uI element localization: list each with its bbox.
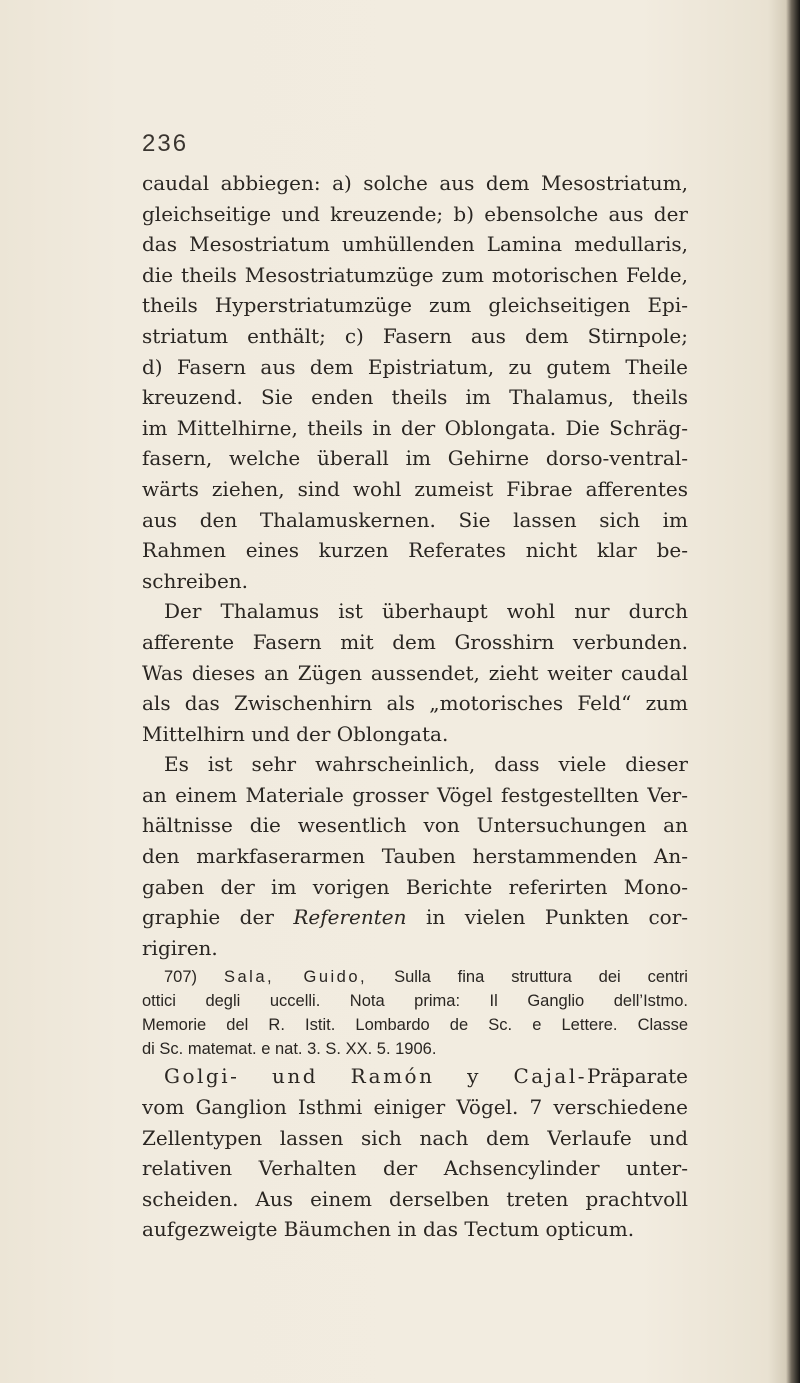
text-line: Was dieses an Zügen aussendet, zieht weiter caudal xyxy=(142,660,688,685)
text-line: fasern, welche überall im Gehirne dorso-ventral- xyxy=(142,446,688,471)
text-line: rigiren. xyxy=(142,935,218,960)
text-line: theils Hyperstriatumzüge zum gleichseitigen Epi- xyxy=(142,293,688,318)
text-line: aufgezweigte Bäumchen in das Tectum opticum. xyxy=(142,1217,635,1242)
text-line: gaben der im vorigen Berichte referirten Mono- xyxy=(142,874,688,899)
text-line: Mittelhirn und der Oblongata. xyxy=(142,721,449,746)
text-line: als das Zwischenhirn als „motorisches Feld“ zum xyxy=(142,691,688,716)
abstract-heading xyxy=(142,1061,688,1092)
footnote-number: 707) xyxy=(164,968,198,987)
page-edge-shadow xyxy=(786,0,800,1383)
text-line-with-emphasis xyxy=(142,902,688,933)
text-line: schreiben. xyxy=(142,568,249,593)
text-line: vom Ganglion Isthmi einiger Vögel. 7 verschiedene xyxy=(142,1095,688,1120)
text-line: den markfaserarmen Tauben herstammenden An- xyxy=(142,844,688,869)
text-line: aus den Thalamuskernen. Sie lassen sich im xyxy=(142,507,688,532)
text-line: im Mittelhirne, theils in der Oblongata. Die Schräg- xyxy=(142,415,688,440)
text-line: wärts ziehen, sind wohl zumeist Fibrae afferentes xyxy=(142,476,688,501)
text-line: an einem Materiale grosser Vögel festgestellten Ver- xyxy=(142,782,688,807)
text-segment: in vielen Punkten cor- xyxy=(426,905,688,930)
abstract-text: Präparate xyxy=(586,1064,688,1089)
text-line: hältnisse die wesentlich von Untersuchungen an xyxy=(142,813,688,838)
text-line: afferente Fasern mit dem Grosshirn verbunden. xyxy=(142,629,688,654)
text-line: gleichseitige und kreuzende; b) ebensolche aus der xyxy=(142,201,688,226)
text-line: scheiden. Aus einem derselben treten prachtvoll xyxy=(142,1186,688,1211)
abstract-authors: Golgi- und Ramón y Cajal- xyxy=(164,1064,587,1089)
text-line: Zellentypen lassen sich nach dem Verlaufe und xyxy=(142,1125,688,1150)
text-line: d) Fasern aus dem Epistriatum, zu gutem Theile xyxy=(142,354,688,379)
text-line: kreuzend. Sie enden theils im Thalamus, theils xyxy=(142,385,688,410)
footnote-heading xyxy=(142,965,688,989)
paragraph-start: Der Thalamus ist überhaupt wohl nur durch xyxy=(164,599,688,624)
text-line: die theils Mesostriatumzüge zum motorischen Felde, xyxy=(142,262,688,287)
text-line: das Mesostriatum umhüllenden Lamina medullaris, xyxy=(142,232,688,257)
page-number: 236 xyxy=(142,130,189,157)
text-segment: graphie der xyxy=(142,905,274,930)
footnote-line: di Sc. matemat. e nat. 3. S. XX. 5. 1906. xyxy=(142,1040,437,1059)
text-line: relativen Verhalten der Achsencylinder unter- xyxy=(142,1156,688,1181)
footnote-line: ottici degli uccelli. Nota prima: Il Ganglio dell’Istmo. xyxy=(142,992,688,1011)
paragraph-start: Es ist sehr wahrscheinlich, dass viele dieser xyxy=(164,752,688,777)
text-line: Rahmen eines kurzen Referates nicht klar be- xyxy=(142,538,688,563)
text-line: caudal abbiegen: a) solche aus dem Mesostriatum, xyxy=(142,171,688,195)
footnote-line: Memorie del R. Istit. Lombardo de Sc. e Lettere. Classe xyxy=(142,1016,688,1035)
body-text xyxy=(142,168,688,1245)
footnote-author: Sala, Guido, xyxy=(223,968,368,987)
footnote-title: Sulla fina struttura dei centri xyxy=(394,968,688,987)
emphasis-referenten: Referenten xyxy=(293,905,407,930)
text-line: striatum enthält; c) Fasern aus dem Stirnpole; xyxy=(142,323,688,348)
